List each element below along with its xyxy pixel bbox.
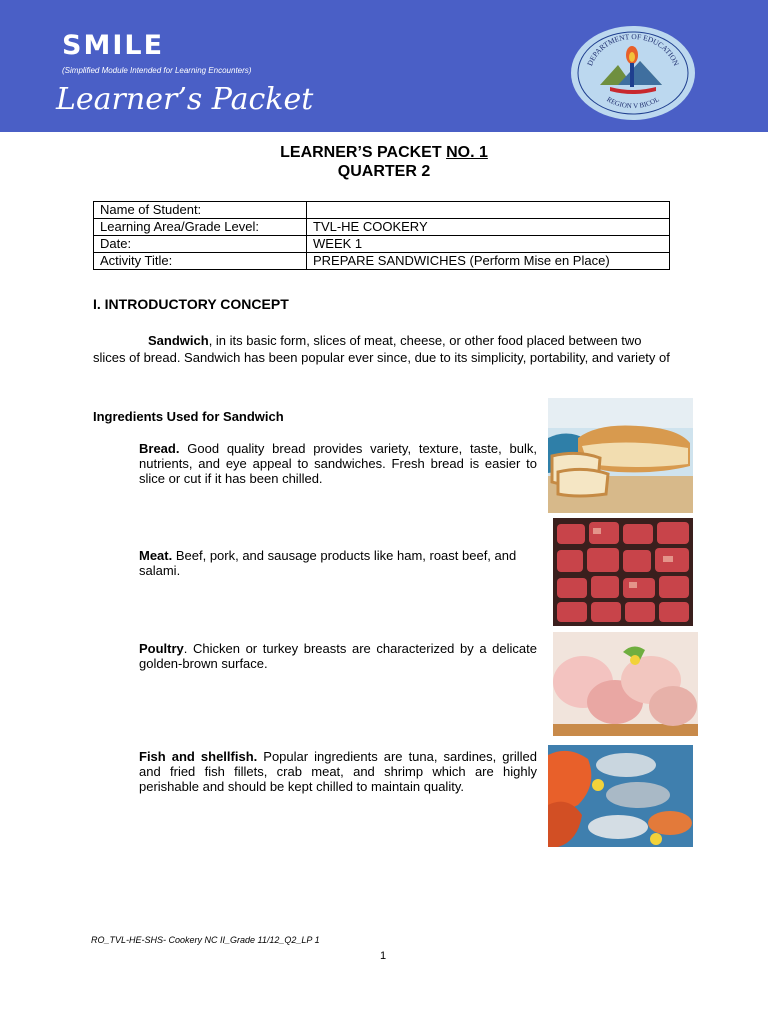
- info-row: [94, 236, 670, 253]
- header-banner: [0, 0, 768, 132]
- packet-number: NO. 1: [446, 144, 488, 161]
- ingredient-item-fish: [139, 749, 537, 794]
- info-value: TVL-HE COOKERY: [307, 219, 670, 236]
- info-row: [94, 202, 670, 219]
- deped-seal-icon: [570, 25, 696, 121]
- quarter-title: QUARTER 2: [337, 163, 431, 180]
- page-number: 1: [380, 950, 387, 962]
- intro-term: Sandwich: [148, 333, 209, 348]
- ingredient-item-meat: [139, 548, 537, 578]
- ingredient-text: Good quality bread provides variety, texture, taste, bulk, nutrients, and eye appeal to sandwiches. Fresh bread is easier to slice or cut if it has been chilled.: [139, 441, 537, 486]
- packet-title: [0, 144, 768, 162]
- brand-title: SMILE: [62, 30, 165, 61]
- info-label: Name of Student:: [94, 202, 307, 219]
- ingredients-subheading: Ingredients Used for Sandwich: [93, 409, 284, 424]
- info-value: [307, 202, 670, 219]
- intro-text: , in its basic form, slices of meat, cheese, or other food placed between two slices of bread. Sandwich has been popular ever since, due to its simplicity, portability, and variety of: [93, 333, 670, 365]
- packet-label: Learner’s Packet: [56, 82, 314, 117]
- student-info-table: [93, 201, 670, 270]
- bread-photo: [548, 398, 693, 513]
- ingredient-text: . Chicken or turkey breasts are characterized by a delicate golden-brown surface.: [139, 641, 537, 671]
- intro-paragraph: [93, 332, 670, 366]
- info-row: [94, 219, 670, 236]
- info-label: Learning Area/Grade Level:: [94, 219, 307, 236]
- ingredient-item-bread: [139, 441, 537, 486]
- poultry-photo: [553, 632, 698, 736]
- ingredient-term: Bread.: [139, 441, 180, 456]
- seafood-photo: [548, 745, 693, 847]
- packet-title-prefix: LEARNER’S PACKET: [280, 144, 447, 161]
- seal-top-text: DEPARTMENT OF EDUCATION: [585, 31, 681, 68]
- ingredient-item-poultry: [139, 641, 537, 671]
- brand-subtitle: (Simplified Module Intended for Learning Encounters): [62, 66, 252, 75]
- info-label: Date:: [94, 236, 307, 253]
- meat-photo: [553, 518, 693, 626]
- ingredient-text: Popular ingredients are tuna, sardines, grilled and fried fish fillets, crab meat, and shrimp which are highly perishable and should be kept chilled to maintain quality.: [139, 749, 537, 794]
- info-row: [94, 253, 670, 270]
- ingredient-text: Beef, pork, and sausage products like ham, roast beef, and salami.: [139, 548, 517, 578]
- ingredient-term: Meat.: [139, 548, 173, 563]
- info-value: PREPARE SANDWICHES (Perform Mise en Place): [307, 253, 670, 270]
- seal-bottom-text: REGION V BICOL: [605, 95, 661, 111]
- ingredient-term: Poultry: [139, 641, 184, 656]
- ingredient-term: Fish and shellfish.: [139, 749, 258, 764]
- footer-code: RO_TVL-HE-SHS- Cookery NC II_Grade 11/12_Q2_LP 1: [91, 935, 320, 945]
- section-heading: I. INTRODUCTORY CONCEPT: [93, 296, 289, 312]
- info-value: WEEK 1: [307, 236, 670, 253]
- info-label: Activity Title:: [94, 253, 307, 270]
